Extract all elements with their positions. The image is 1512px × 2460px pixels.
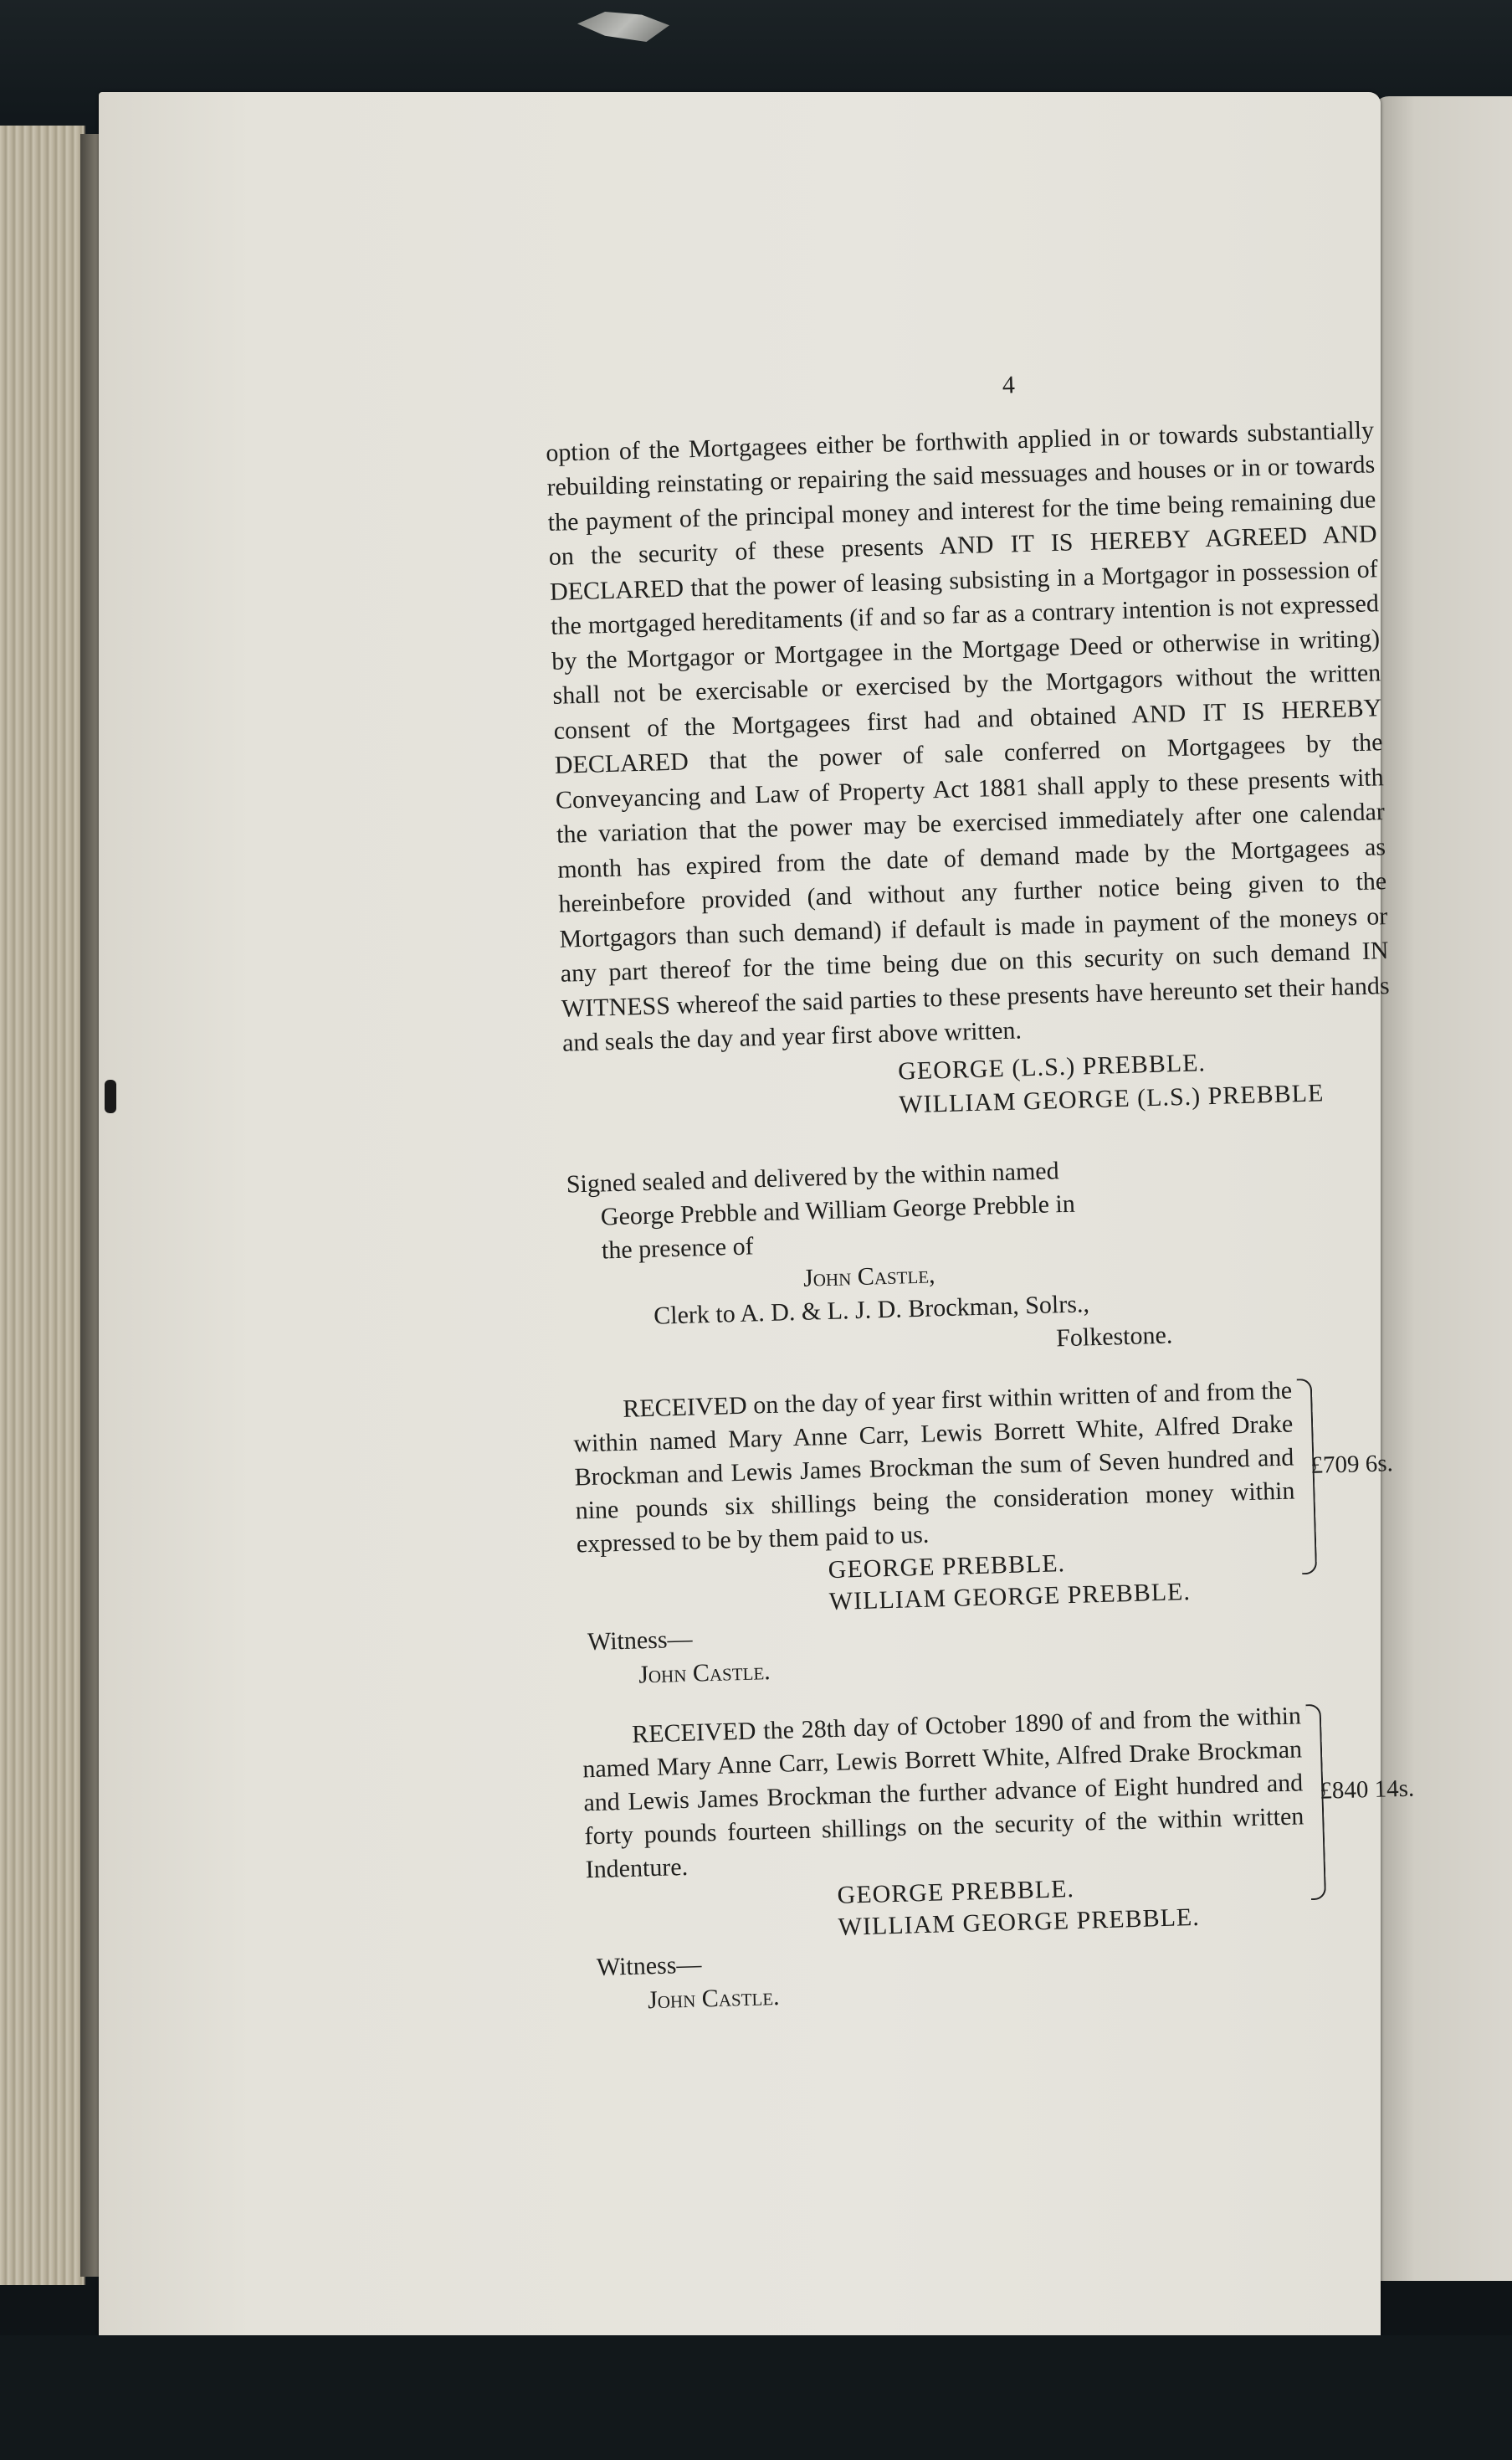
witness-place: Folkestone. xyxy=(1055,1320,1173,1352)
attestation-line-1: Signed sealed and delivered by the within named xyxy=(566,1156,1060,1199)
attestation-clause xyxy=(566,1144,1399,1369)
attestation-line-2: George Prebble and William George Prebble in xyxy=(600,1189,1076,1230)
ink-stain xyxy=(105,1080,116,1113)
receipt-1-witness-label: Witness— xyxy=(587,1625,693,1656)
receipt-1 xyxy=(572,1374,1394,1694)
page-stack-edge xyxy=(0,126,85,2285)
receipt-1-amount: £709 6s. xyxy=(1310,1449,1394,1479)
page-text xyxy=(544,357,1417,2019)
receipt-1-witness-name: John Castle. xyxy=(638,1657,771,1689)
receipt-1-text: RECEIVED on the day of year first within written of and from the within named Mary Anne Carr, Lewis Borrett White, Alfred Drake Brockman and Lewis James Brockman the sum of Seven hundred and nine pounds six shillings being the consideration money within expressed to be by them paid to us. xyxy=(572,1376,1295,1558)
witness-role: Clerk to A. D. & L. J. D. Brockman, Solrs., xyxy=(653,1289,1090,1330)
witness-name: John Castle, xyxy=(802,1260,935,1292)
receipt-2-sig-william: WILLIAM GEORGE PREBBLE. xyxy=(838,1903,1201,1941)
receipt-2-sig-george: GEORGE PREBBLE. xyxy=(837,1874,1075,1909)
attestation-line-3: the presence of xyxy=(601,1231,754,1264)
receipt-2-witness-name: John Castle. xyxy=(647,1982,780,2015)
receipt-1-sig-george: GEORGE PREBBLE. xyxy=(828,1548,1066,1584)
book-cover-bottom xyxy=(0,2335,1512,2460)
body-paragraph: option of the Mortgagees either be forthwith applied in or towards substantially rebuilding reinstating or repairing the said messuages and houses or in or towards the payment of the principal money and interest for the time being remaining due on the security of these presents AND IT IS HEREBY AGREED AND DECLARED that the power of leasing subsisting in a Mortgagor in possession of the mortgaged hereditaments (if and so far as a contrary intention is not expressed by the Mortgagor or Mortgagee in the Mortgage Deed or otherwise in writing) shall not be exercisable or exercised by the Mortgagors without the written consent of the Mortgagees first had and obtained AND IT IS HEREBY DECLARED that the power of sale conferred on Mortgagees by the Conveyancing and Law of Property Act 1881 shall apply to these presents with the variation that the power may be exercised immediately after one calendar month has expired from the date of demand made by the Mortgagees as hereinbefore provided (and without any further notice being given to the Mortgagors than such demand) if default is made in payment of the moneys or any part thereof for the time being due on this security on such demand IN WITNESS whereof the said parties to these presents have hereunto set their hands and seals the day and year first above written. xyxy=(545,415,1391,1057)
page-number: 4 xyxy=(1002,371,1016,399)
receipt-2-witness-label: Witness— xyxy=(596,1949,702,1981)
signature-george: GEORGE (L.S.) PREBBLE. xyxy=(897,1048,1207,1085)
receipt-2 xyxy=(582,1699,1415,2020)
signature-william: WILLIAM GEORGE (L.S.) PREBBLE xyxy=(898,1078,1325,1118)
receipt-2-text: RECEIVED the 28th day of October 1890 of and from the within named Mary Anne Carr, Lewis Borrett White, Alfred Drake Brockman and Lewis James Brockman the further advance of Eight hundred and forty pounds fourteen shillings on the security of the within written Indenture. xyxy=(582,1701,1304,1883)
receipt-1-sig-william: WILLIAM GEORGE PREBBLE. xyxy=(828,1577,1192,1615)
receipt-2-amount: £840 14s. xyxy=(1319,1774,1415,1805)
